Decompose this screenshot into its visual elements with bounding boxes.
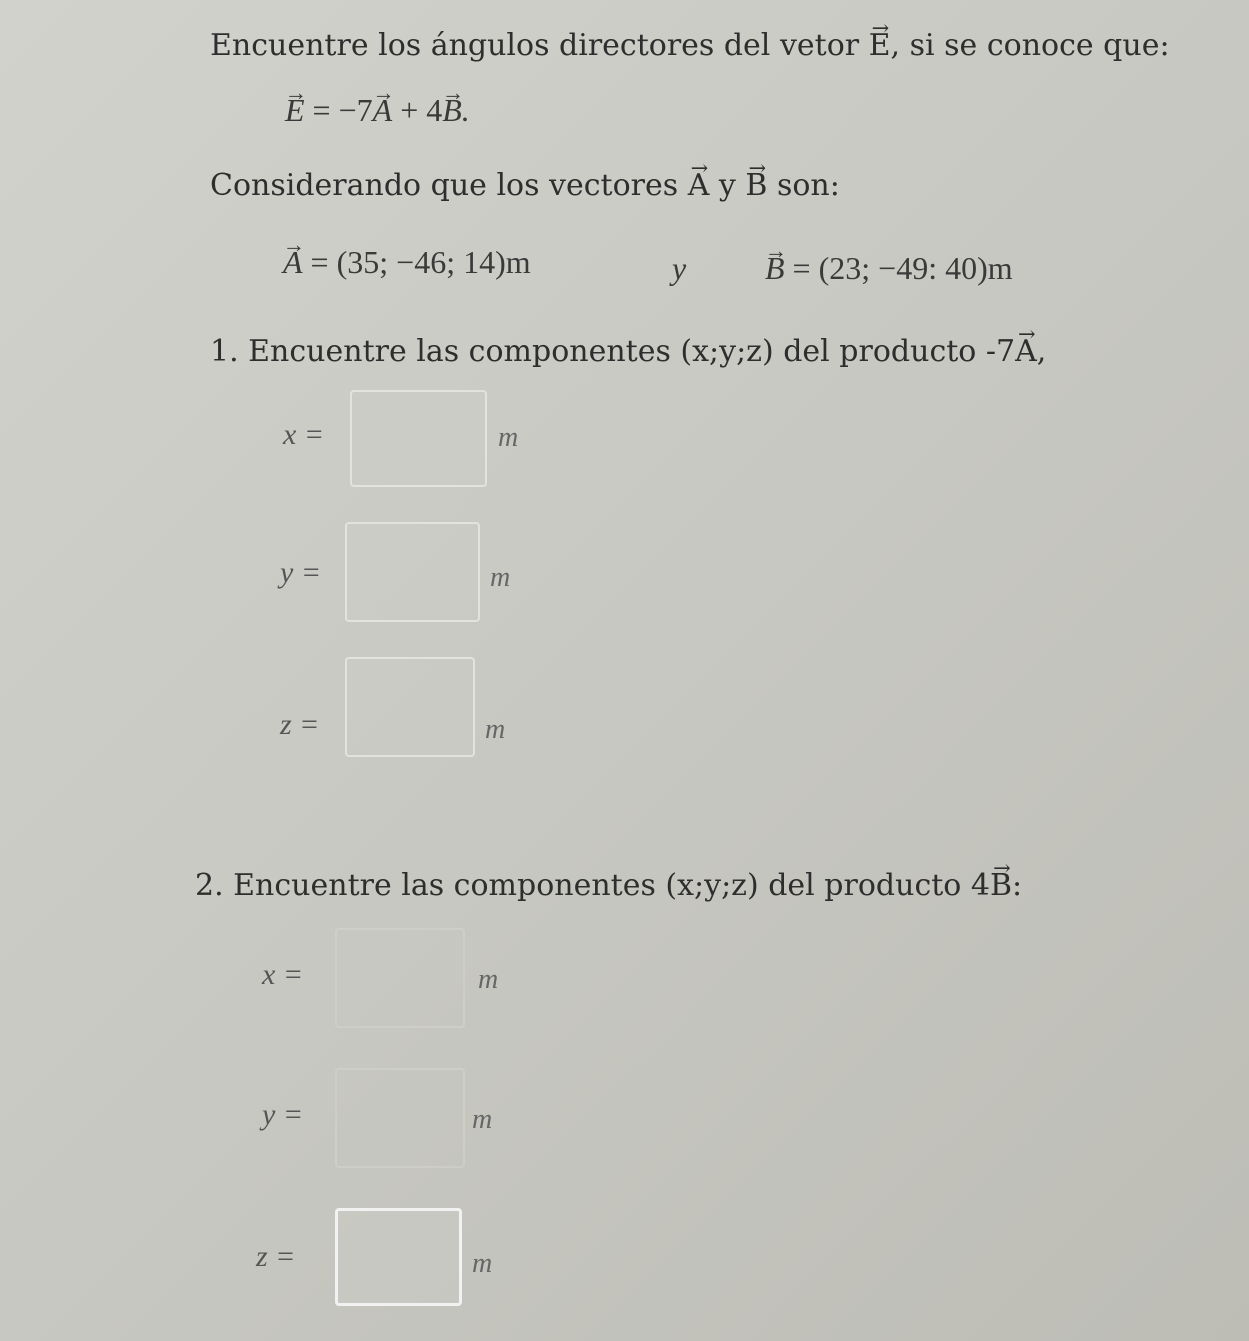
intro-line-2: Considerando que los vectores → A y → B son: [210, 168, 840, 203]
q2-z-unit: m [472, 1248, 493, 1279]
vector-e: → E [869, 28, 891, 63]
q2-x-input[interactable] [335, 928, 465, 1028]
q1-x-unit: m [498, 422, 519, 453]
q2-z-input[interactable] [335, 1208, 462, 1306]
equation-e: → E = −7→ A + 4→ B. [285, 92, 470, 129]
q1-x-input[interactable] [350, 390, 487, 487]
q1-y-label: y = [280, 556, 322, 589]
question-1-text: 1. Encuentre las componentes (x;y;z) del producto -7→ A, [210, 334, 1046, 369]
q2-y-input[interactable] [335, 1068, 465, 1168]
intro-line-1: Encuentre los ángulos directores del vetor → E, si se conoce que: [210, 28, 1170, 63]
q1-y-input[interactable] [345, 522, 480, 622]
q1-z-label: z = [280, 708, 320, 741]
connector-y: y [672, 250, 687, 286]
q1-z-input[interactable] [345, 657, 475, 757]
q1-y-unit: m [490, 562, 511, 593]
q2-x-label: x = [262, 958, 304, 991]
q1-x-label: x = [283, 418, 325, 451]
q2-y-label: y = [262, 1098, 304, 1131]
q2-x-unit: m [478, 964, 499, 995]
q2-z-label: z = [256, 1240, 296, 1273]
question-2-text: 2. Encuentre las componentes (x;y;z) del producto 4→ B: [195, 868, 1022, 903]
q1-z-unit: m [485, 714, 506, 745]
vector-a-definition: → A = (35; −46; 14)m [283, 244, 531, 281]
vector-b-definition: → B = (23; −49: 40)m [765, 250, 1013, 287]
q2-y-unit: m [472, 1104, 493, 1135]
